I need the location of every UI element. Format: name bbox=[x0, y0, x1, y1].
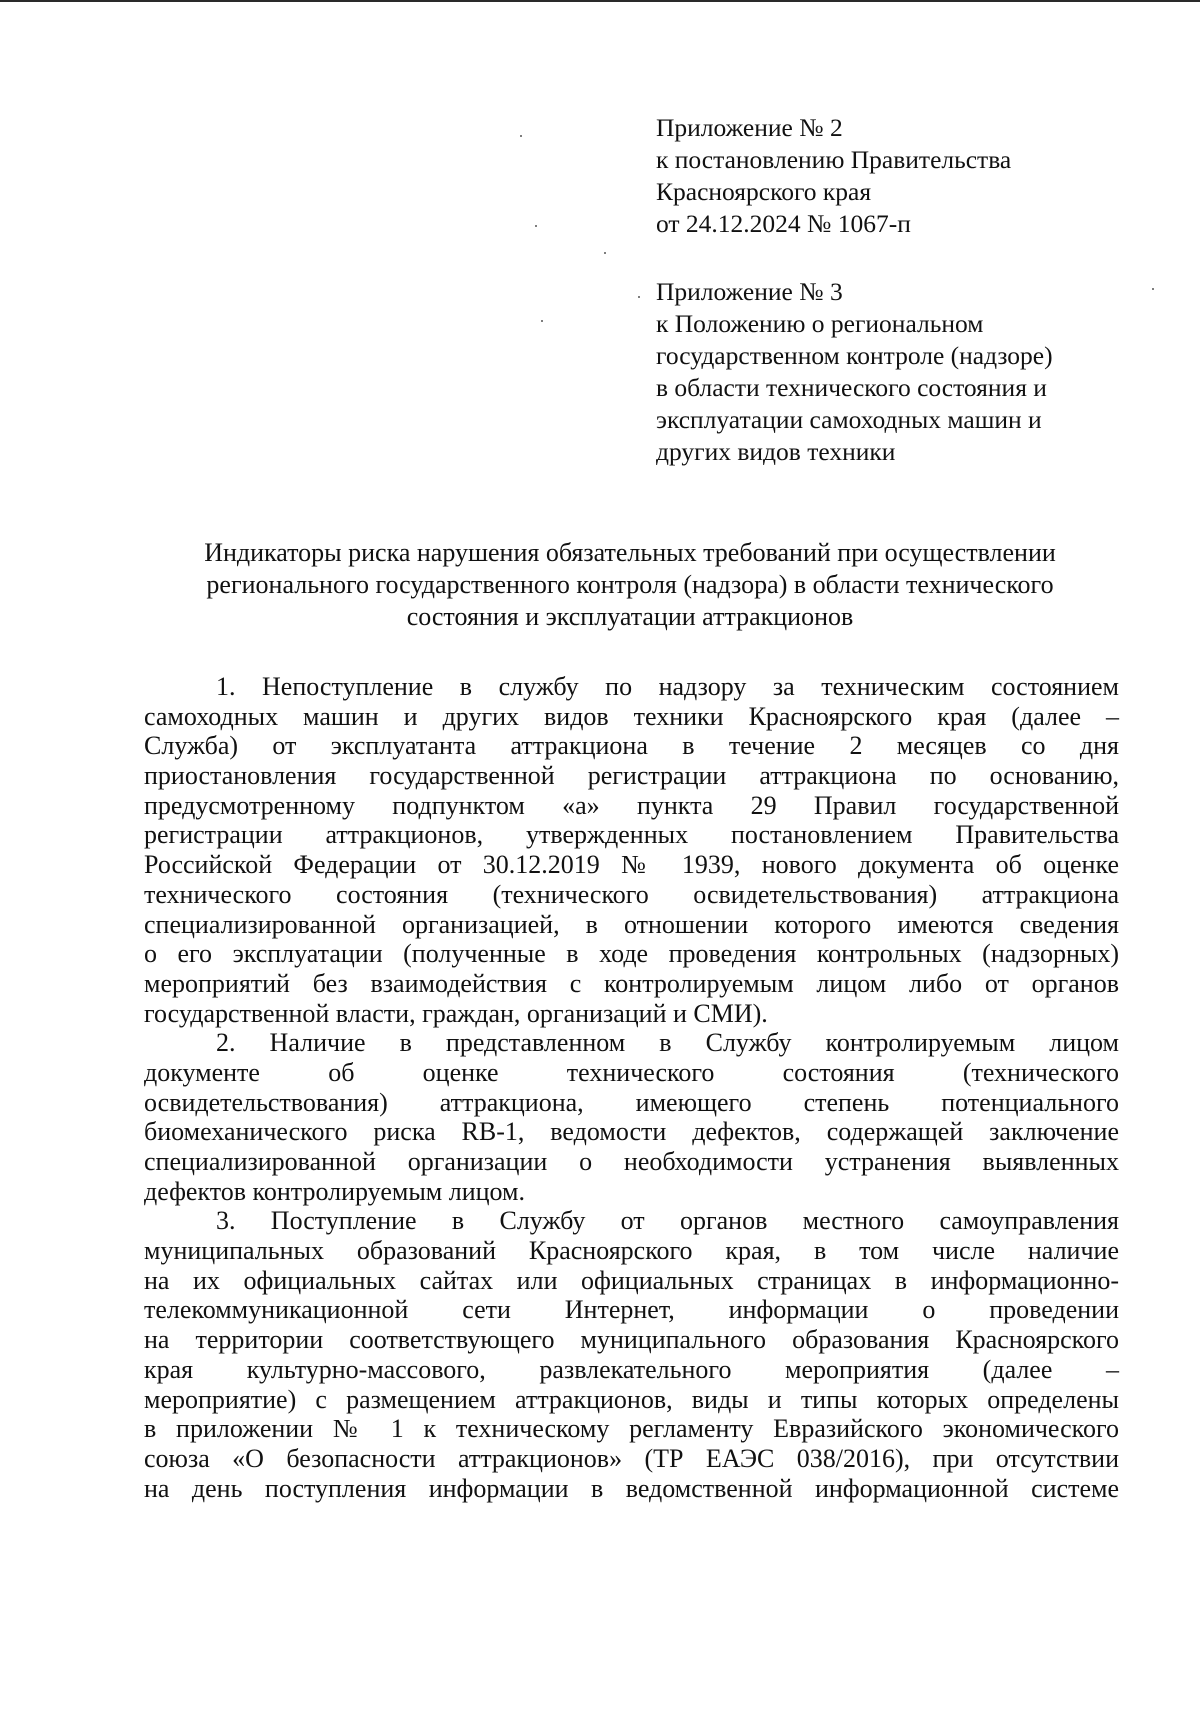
paragraph-line: в приложении № 1 к техническому регламенту Евразийского экономического bbox=[144, 1414, 1119, 1444]
appendix-3-line: Приложение № 3 bbox=[656, 277, 843, 306]
title-line: регионального государственного контроля (надзора) в области технического bbox=[206, 570, 1054, 599]
document-title bbox=[140, 537, 1120, 633]
paragraph-line: самоходных машин и других видов техники Красноярского края (далее – bbox=[144, 701, 1119, 731]
paragraph-line: муниципальных образований Красноярского края, в том числе наличие bbox=[144, 1236, 1119, 1266]
paragraph-line: 2. Наличие в представленном в Службу контролируемым лицом bbox=[216, 1028, 1119, 1058]
paragraph-line: регистрации аттракционов, утвержденных постановлением Правительства bbox=[144, 820, 1119, 850]
scan-speck bbox=[535, 225, 537, 227]
appendix-3-line: эксплуатации самоходных машин и bbox=[656, 405, 1042, 434]
scan-speck bbox=[1152, 288, 1154, 290]
appendix-2-line: от 24.12.2024 № 1067-п bbox=[656, 209, 911, 238]
paragraph-line: на территории соответствующего муниципального образования Красноярского bbox=[144, 1325, 1119, 1355]
scan-speck bbox=[604, 252, 606, 254]
paragraph-line: 3. Поступление в Службу от органов местного самоуправления bbox=[216, 1206, 1119, 1236]
appendix-2-line: Красноярского края bbox=[656, 177, 872, 206]
paragraph-line: Служба) от эксплуатанта аттракциона в течение 2 месяцев со дня bbox=[144, 731, 1119, 761]
paragraph-line: края культурно-массового, развлекательного мероприятия (далее – bbox=[144, 1354, 1119, 1384]
paragraph-line: на их официальных сайтах или официальных страницах в информационно- bbox=[144, 1265, 1119, 1295]
appendix-2-header bbox=[656, 112, 1126, 240]
appendix-3-header bbox=[656, 276, 1126, 468]
paragraph-line: предусмотренному подпунктом «а» пункта 29 Правил государственной bbox=[144, 790, 1119, 820]
appendix-3-line: других видов техники bbox=[656, 437, 896, 466]
paragraph-line: государственной власти, граждан, организаций и СМИ). bbox=[144, 998, 768, 1028]
paragraph-1 bbox=[144, 672, 1119, 1028]
paragraph-line: приостановления государственной регистрации аттракциона по основанию, bbox=[144, 761, 1119, 791]
paragraph-line: Российской Федерации от 30.12.2019 № 1939, нового документа об оценке bbox=[144, 850, 1119, 880]
paragraph-line: мероприятие) с размещением аттракционов, виды и типы которых определены bbox=[144, 1384, 1119, 1414]
paragraph-line: освидетельствования) аттракциона, имеющего степень потенциального bbox=[144, 1087, 1119, 1117]
document-body bbox=[144, 672, 1119, 1503]
paragraph-line: мероприятий без взаимодействия с контролируемым лицом либо от органов bbox=[144, 968, 1119, 998]
paragraph-line: технического состояния (технического освидетельствования) аттракциона bbox=[144, 879, 1119, 909]
appendix-2-line: Приложение № 2 bbox=[656, 113, 843, 142]
scan-speck bbox=[520, 135, 522, 137]
title-line: Индикаторы риска нарушения обязательных требований при осуществлении bbox=[204, 538, 1056, 567]
paragraph-line: телекоммуникационной сети Интернет, информации о проведении bbox=[144, 1295, 1119, 1325]
appendix-3-line: государственном контроле (надзоре) bbox=[656, 341, 1053, 370]
scan-speck bbox=[638, 296, 640, 298]
paragraph-2 bbox=[144, 1028, 1119, 1206]
title-line: состояния и эксплуатации аттракционов bbox=[406, 602, 854, 631]
appendix-3-line: к Положению о региональном bbox=[656, 309, 984, 338]
appendix-2-line: к постановлению Правительства bbox=[656, 145, 1012, 174]
paragraph-line: специализированной организации о необходимости устранения выявленных bbox=[144, 1147, 1119, 1176]
paragraph-line: на день поступления информации в ведомственной информационной системе bbox=[144, 1473, 1119, 1503]
paragraph-line: 1. Непоступление в службу по надзору за техническим состоянием bbox=[216, 672, 1119, 701]
paragraph-line: документе об оценке технического состояния (технического bbox=[144, 1057, 1119, 1087]
scan-top-edge bbox=[0, 0, 1200, 2]
paragraph-line: о его эксплуатации (полученные в ходе проведения контрольных (надзорных) bbox=[144, 939, 1119, 969]
appendix-3-line: в области технического состояния и bbox=[656, 373, 1047, 402]
paragraph-line: союза «О безопасности аттракционов» (ТР ЕАЭС 038/2016), при отсутствии bbox=[144, 1443, 1119, 1473]
paragraph-3 bbox=[144, 1206, 1119, 1503]
scan-speck bbox=[541, 320, 543, 322]
paragraph-line: биомеханического риска RB-1, ведомости дефектов, содержащей заключение bbox=[144, 1117, 1119, 1147]
paragraph-line: дефектов контролируемым лицом. bbox=[144, 1176, 525, 1206]
paragraph-line: специализированной организацией, в отношении которого имеются сведения bbox=[144, 909, 1119, 939]
